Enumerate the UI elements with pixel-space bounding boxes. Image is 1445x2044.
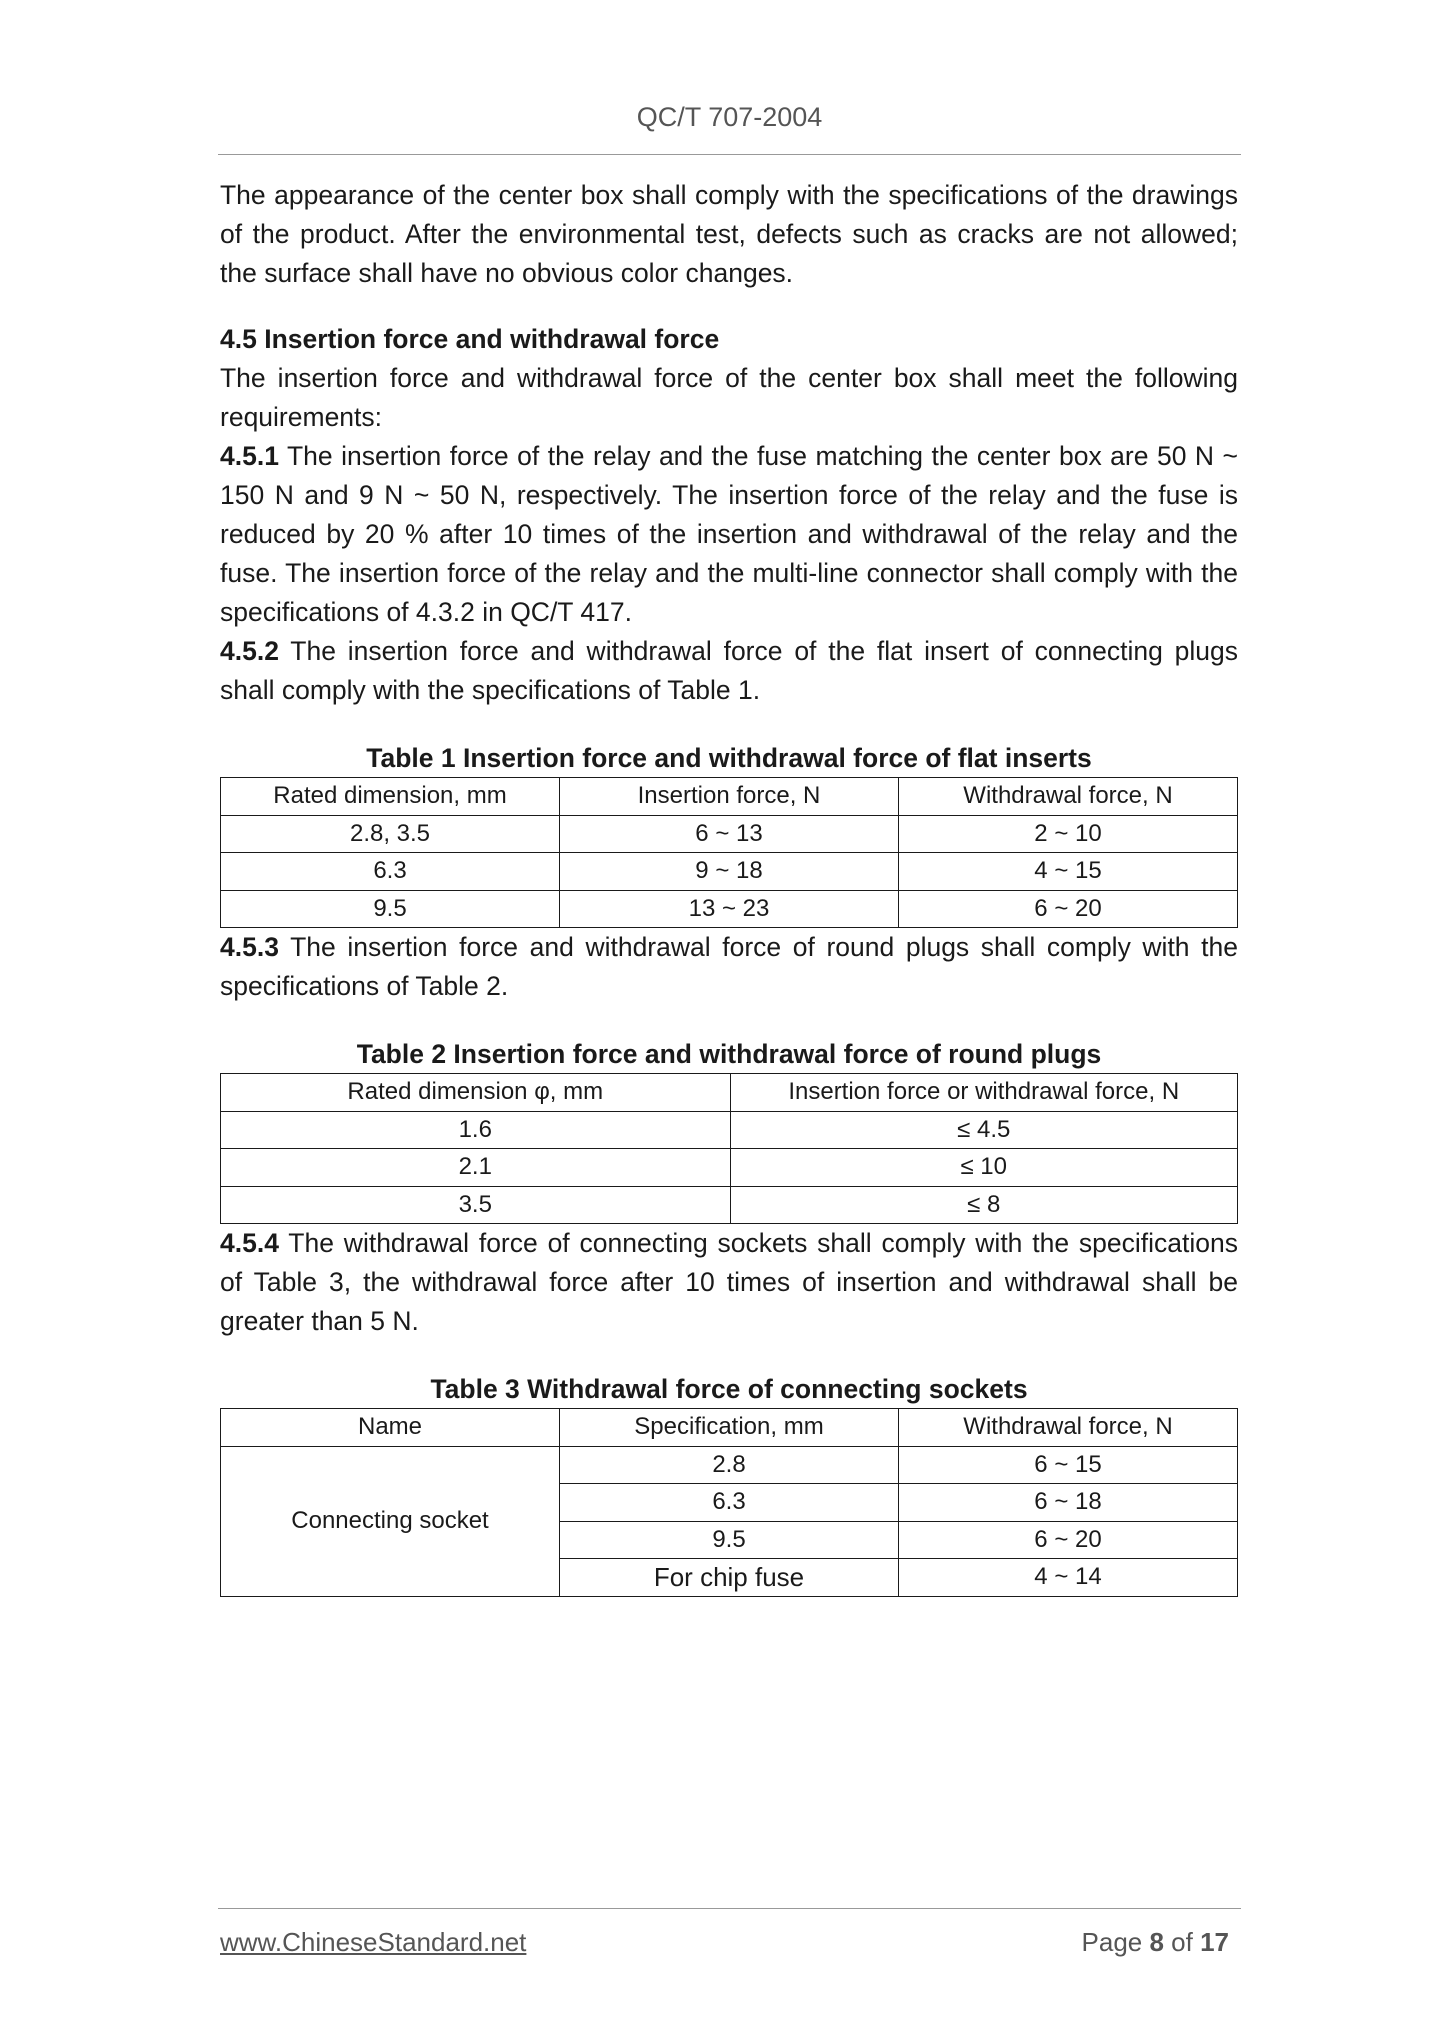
clause-4-5-4 <box>220 1224 1238 1341</box>
clause-number: 4.5.3 <box>220 932 279 962</box>
table-cell: 2.1 <box>221 1149 731 1187</box>
table-cell: 4 ~ 15 <box>899 853 1238 891</box>
section-heading: 4.5 Insertion force and withdrawal force <box>220 324 720 354</box>
table-header-cell: Insertion force, N <box>560 778 899 816</box>
intro-paragraph: The appearance of the center box shall comply with the specifications of the drawings of the product. After the environmental test, defects such as cracks are not allowed; the surface shall have no obvious color changes. <box>220 180 1238 288</box>
clause-text: The insertion force and withdrawal force of round plugs shall comply with the specifications of Table 2. <box>220 932 1238 1001</box>
table-cell-name: Connecting socket <box>221 1446 560 1596</box>
page-total: 17 <box>1200 1927 1229 1957</box>
table-header-cell: Rated dimension φ, mm <box>221 1074 731 1112</box>
table-1 <box>220 777 1238 928</box>
table-row <box>221 1446 1238 1484</box>
table-row <box>221 1186 1238 1224</box>
table-cell: 9 ~ 18 <box>560 853 899 891</box>
table-row <box>221 1111 1238 1149</box>
table-cell: 2.8 <box>560 1446 899 1484</box>
footer-divider <box>218 1908 1241 1909</box>
table-header-row <box>221 1409 1238 1447</box>
section-intro-paragraph: The insertion force and withdrawal force of the center box shall meet the following requirements: <box>220 363 1238 432</box>
table-cell: ≤ 4.5 <box>730 1111 1238 1149</box>
clause-text: The insertion force of the relay and the fuse matching the center box are 50 N ~ 150 N and 9 N ~ 50 N, respectively. The insertion force of the relay and the fuse is reduced by 20 % after 10 times of the insertion and withdrawal of the relay and the fuse. The insertion force of the relay and the multi-line connector shall comply with the specifications of 4.3.2 in QC/T 417. <box>220 441 1238 627</box>
table-2-title: Table 2 Insertion force and withdrawal force of round plugs <box>356 1039 1102 1069</box>
table-3 <box>220 1408 1238 1597</box>
table-cell: 13 ~ 23 <box>560 890 899 928</box>
table-cell: 6 ~ 20 <box>899 890 1238 928</box>
table-cell: 6 ~ 20 <box>899 1521 1238 1559</box>
table-2 <box>220 1073 1238 1224</box>
table-1-title: Table 1 Insertion force and withdrawal force of flat inserts <box>366 743 1092 773</box>
table-cell: 2 ~ 10 <box>899 815 1238 853</box>
table-cell: For chip fuse <box>560 1559 899 1597</box>
clause-number: 4.5.4 <box>220 1228 279 1258</box>
clause-text: The insertion force and withdrawal force of the flat insert of connecting plugs shall comply with the specifications of Table 1. <box>220 636 1238 705</box>
table-3-title: Table 3 Withdrawal force of connecting sockets <box>430 1374 1028 1404</box>
page-content <box>220 176 1238 1597</box>
clause-number: 4.5.2 <box>220 636 279 666</box>
table-cell: 4 ~ 14 <box>899 1559 1238 1597</box>
clause-4-5-1 <box>220 437 1238 632</box>
table-cell: 6.3 <box>560 1484 899 1522</box>
table-cell: 9.5 <box>560 1521 899 1559</box>
website-link[interactable]: www.ChineseStandard.net <box>220 1927 527 1957</box>
table-cell: 6.3 <box>221 853 560 891</box>
table-cell: 6 ~ 18 <box>899 1484 1238 1522</box>
page-prefix: Page <box>1081 1927 1150 1957</box>
page-number <box>1082 1927 1229 1958</box>
table-cell: 9.5 <box>221 890 560 928</box>
table-header-cell: Rated dimension, mm <box>221 778 560 816</box>
clause-text: The withdrawal force of connecting sockets shall comply with the specifications of Table 3, the withdrawal force after 10 times of insertion and withdrawal shall be greater than 5 N. <box>220 1228 1238 1336</box>
document-header: QC/T 707-2004 <box>636 102 823 132</box>
table-cell: 6 ~ 13 <box>560 815 899 853</box>
table-cell: ≤ 10 <box>730 1149 1238 1187</box>
table-header-cell: Specification, mm <box>560 1409 899 1447</box>
table-header-cell: Withdrawal force, N <box>899 1409 1238 1447</box>
table-header-cell: Withdrawal force, N <box>899 778 1238 816</box>
table-header-row <box>221 778 1238 816</box>
clause-4-5-2 <box>220 632 1238 710</box>
clause-number: 4.5.1 <box>220 441 279 471</box>
table-cell: ≤ 8 <box>730 1186 1238 1224</box>
page-current: 8 <box>1149 1927 1164 1957</box>
table-header-cell: Name <box>221 1409 560 1447</box>
table-row <box>221 853 1238 891</box>
table-row <box>221 1149 1238 1187</box>
table-cell: 1.6 <box>221 1111 731 1149</box>
table-row <box>221 890 1238 928</box>
table-cell: 6 ~ 15 <box>899 1446 1238 1484</box>
table-header-row <box>221 1074 1238 1112</box>
header-divider <box>218 154 1241 155</box>
table-header-cell: Insertion force or withdrawal force, N <box>730 1074 1238 1112</box>
clause-4-5-3 <box>220 928 1238 1006</box>
page-mid: of <box>1163 1927 1201 1957</box>
table-cell: 3.5 <box>221 1186 731 1224</box>
table-row <box>221 815 1238 853</box>
table-cell: 2.8, 3.5 <box>221 815 560 853</box>
